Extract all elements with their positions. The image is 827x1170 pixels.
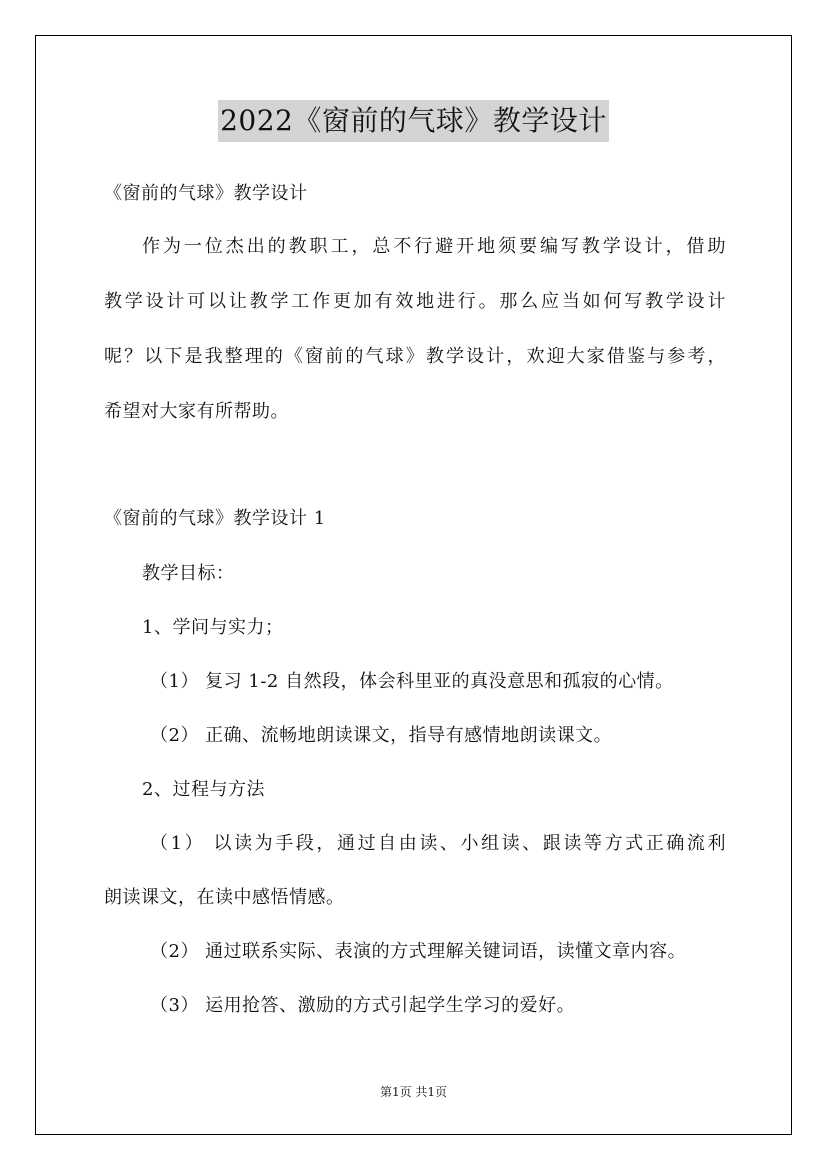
item2-sub3: （3） 运用抢答、激励的方式引起学生学习的爱好。: [150, 995, 576, 1016]
document-title: 2022《窗前的气球》教学设计: [218, 100, 609, 142]
intro-line-1: 作为一位杰出的教职工，总不行避开地须要编写教学设计，借助: [142, 236, 726, 257]
intro-line-3: 呢？以下是我整理的《窗前的气球》教学设计，欢迎大家借鉴与参考，: [104, 346, 726, 367]
item2-sub2: （2） 通过联系实际、表演的方式理解关键词语，读懂文章内容。: [150, 941, 687, 962]
document-subtitle: 《窗前的气球》教学设计: [104, 183, 308, 204]
page-footer: 第1页 共1页: [379, 1085, 448, 1099]
item2-sub1-line2: 朗读课文，在读中感悟情感。: [104, 887, 345, 908]
item2-sub1-line1: （1） 以读为手段，通过自由读、小组读、跟读等方式正确流利: [150, 833, 726, 854]
section-heading: 《窗前的气球》教学设计 1: [104, 508, 326, 529]
objectives-label: 教学目标：: [142, 563, 235, 584]
item1-sub1: （1） 复习 1-2 自然段，体会科里亚的真没意思和孤寂的心情。: [150, 671, 674, 692]
intro-line-4: 希望对大家有所帮助。: [104, 401, 289, 422]
item1-sub2: （2） 正确、流畅地朗读课文，指导有感情地朗读课文。: [150, 725, 613, 746]
item2-heading: 2、过程与方法: [142, 779, 265, 800]
title-container: [0, 100, 827, 142]
intro-line-2: 教学设计可以让教学工作更加有效地进行。那么应当如何写教学设计: [104, 291, 726, 312]
item1-heading: 1、学问与实力；: [142, 617, 284, 638]
